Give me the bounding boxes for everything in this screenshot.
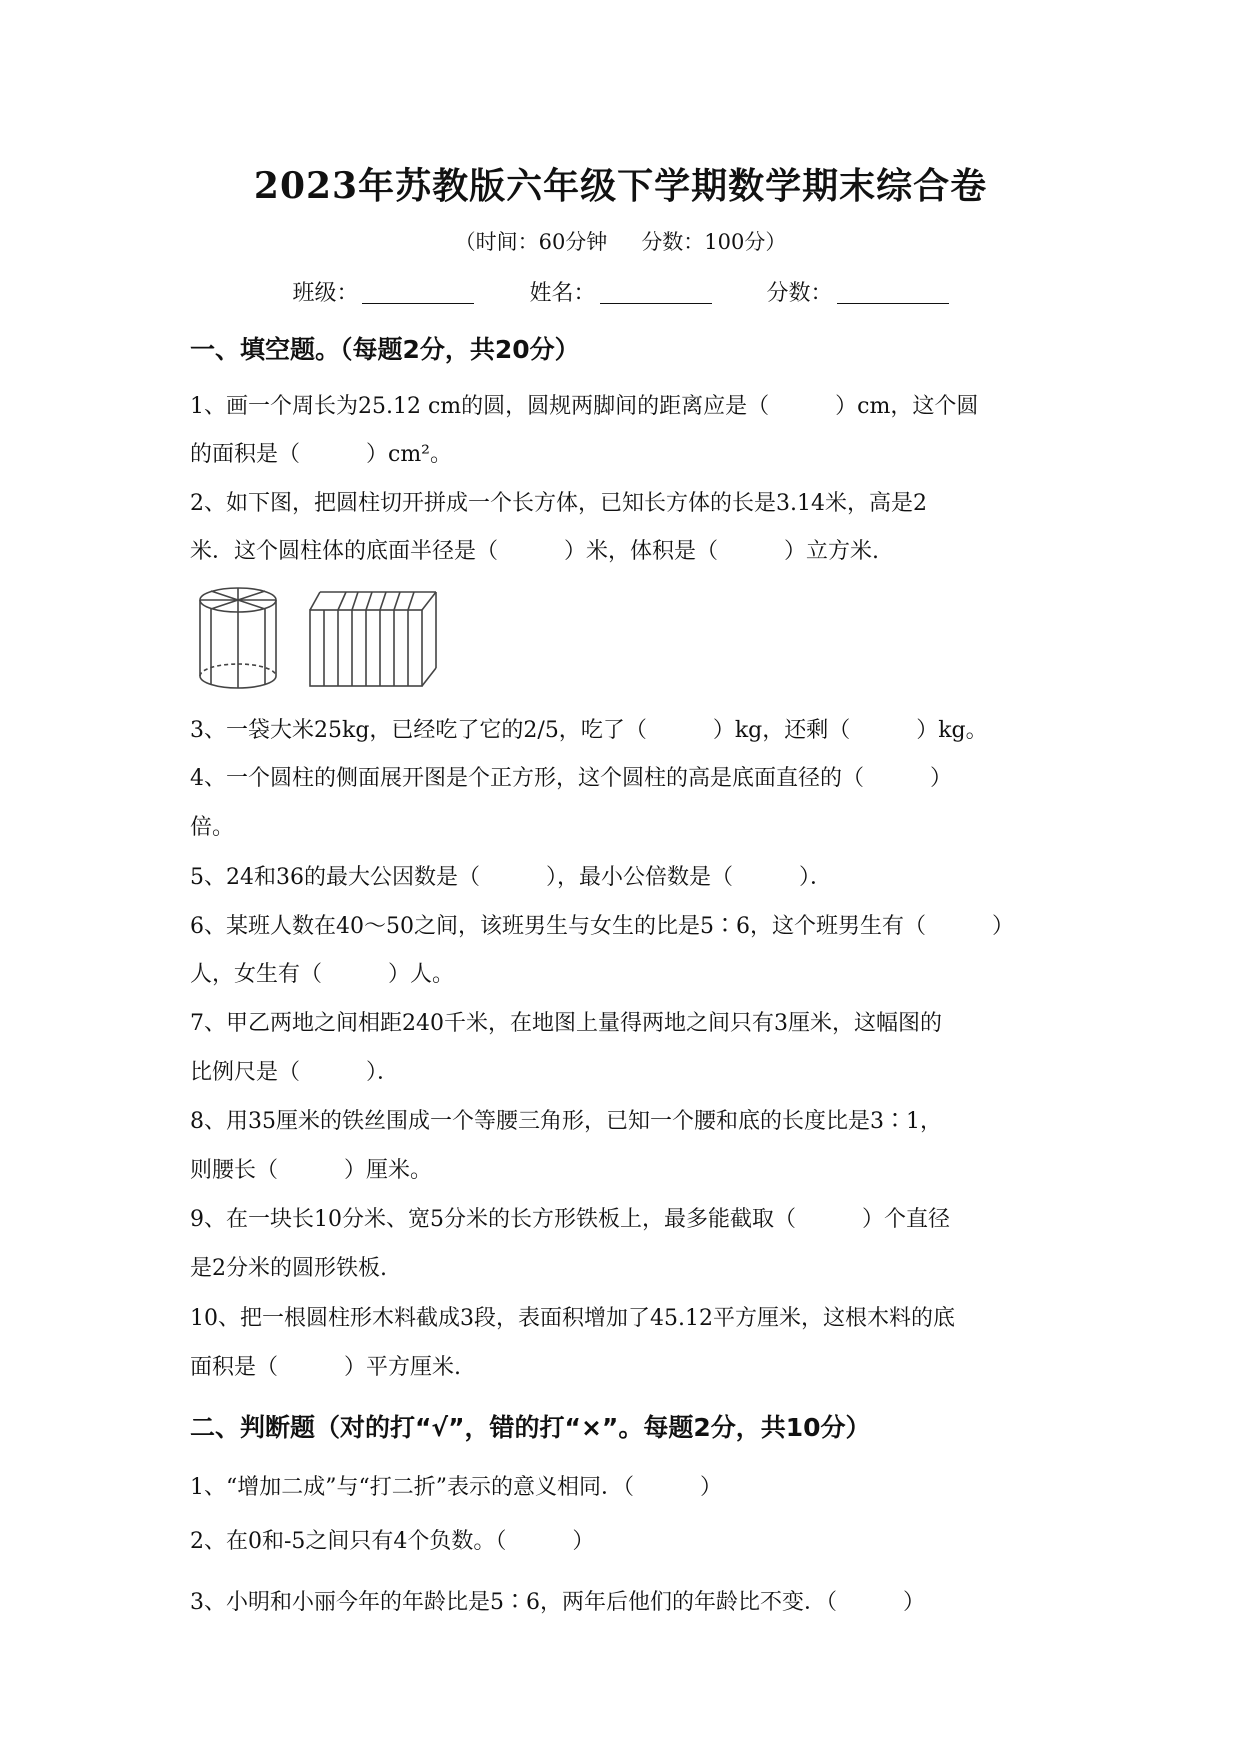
question-line: 1、画一个周长为25.12 cm的圆，圆规两脚间的距离应是（ ）cm，这个圆 bbox=[190, 394, 979, 419]
question-line: 2、在0和-5之间只有4个负数。（ ） bbox=[190, 1529, 595, 1554]
cylinder-icon bbox=[200, 588, 276, 688]
question-line: 比例尺是（ ）． bbox=[190, 1060, 400, 1085]
question-line: 则腰长（ ）厘米。 bbox=[190, 1158, 433, 1183]
question-line: 5、24和36的最大公因数是（ ），最小公倍数是（ ）． bbox=[190, 865, 832, 890]
cylinder-to-cuboid-figure bbox=[196, 584, 456, 694]
question-line: 9、在一块长10分米、宽5分米的长方形铁板上，最多能截取（ ）个直径 bbox=[190, 1207, 950, 1232]
cuboid-icon bbox=[310, 592, 436, 686]
name-blank[interactable] bbox=[600, 281, 712, 304]
score-field bbox=[767, 276, 949, 307]
question-line: 倍。 bbox=[190, 815, 235, 840]
question-line: 3、一袋大米25kg，已经吃了它的2/5，吃了（ ）kg，还剩（ ）kg。 bbox=[190, 718, 988, 743]
name-label: 姓名： bbox=[529, 281, 596, 306]
score-blank[interactable] bbox=[837, 281, 949, 304]
question-line: 3、小明和小丽今年的年龄比是5∶6，两年后他们的年龄比不变．（ ） bbox=[190, 1590, 925, 1615]
section2-title: 二、判断题（对的打“√”，错的打“×”。每题2分，共10分） bbox=[190, 1413, 871, 1442]
question-line: 米．这个圆柱体的底面半径是（ ）米，体积是（ ）立方米. bbox=[190, 539, 879, 564]
score-label: 分数： bbox=[766, 281, 833, 306]
question-line: 10、把一根圆柱形木料截成3段，表面积增加了45.12平方厘米，这根木料的底 bbox=[190, 1306, 955, 1331]
class-label: 班级： bbox=[292, 281, 359, 306]
question-line: 1、“增加二成”与“打二折”表示的意义相同．（ ） bbox=[190, 1475, 722, 1500]
page-title: 2023年苏教版六年级下学期数学期末综合卷 bbox=[253, 165, 988, 207]
class-blank[interactable] bbox=[362, 281, 474, 304]
class-field bbox=[292, 276, 474, 307]
question-line: 8、用35厘米的铁丝围成一个等腰三角形，已知一个腰和底的长度比是3∶1， bbox=[190, 1109, 942, 1134]
name-field bbox=[529, 276, 711, 307]
question-line: 6、某班人数在40～50之间，该班男生与女生的比是5∶6，这个班男生有（ ） bbox=[190, 914, 1014, 939]
student-info-row bbox=[0, 276, 1241, 307]
question-line: 人，女生有（ ）人。 bbox=[190, 962, 455, 987]
question-line: 的面积是（ ）cm²。 bbox=[190, 442, 453, 467]
question-line: 面积是（ ）平方厘米. bbox=[190, 1355, 461, 1380]
question-line: 4、一个圆柱的侧面展开图是个正方形，这个圆柱的高是底面直径的（ ） bbox=[190, 766, 952, 791]
exam-total-score: 分数：100分） bbox=[641, 230, 787, 254]
question-line: 是2分米的圆形铁板. bbox=[190, 1256, 387, 1281]
section1-title: 一、填空题。（每题2分，共20分） bbox=[190, 335, 580, 364]
exam-subtitle bbox=[0, 226, 1241, 256]
exam-time: （时间：60分钟 bbox=[454, 230, 608, 254]
question-line: 2、如下图，把圆柱切开拼成一个长方体，已知长方体的长是3.14米，高是2 bbox=[190, 491, 927, 516]
question-line: 7、甲乙两地之间相距240千米，在地图上量得两地之间只有3厘米，这幅图的 bbox=[190, 1011, 942, 1036]
